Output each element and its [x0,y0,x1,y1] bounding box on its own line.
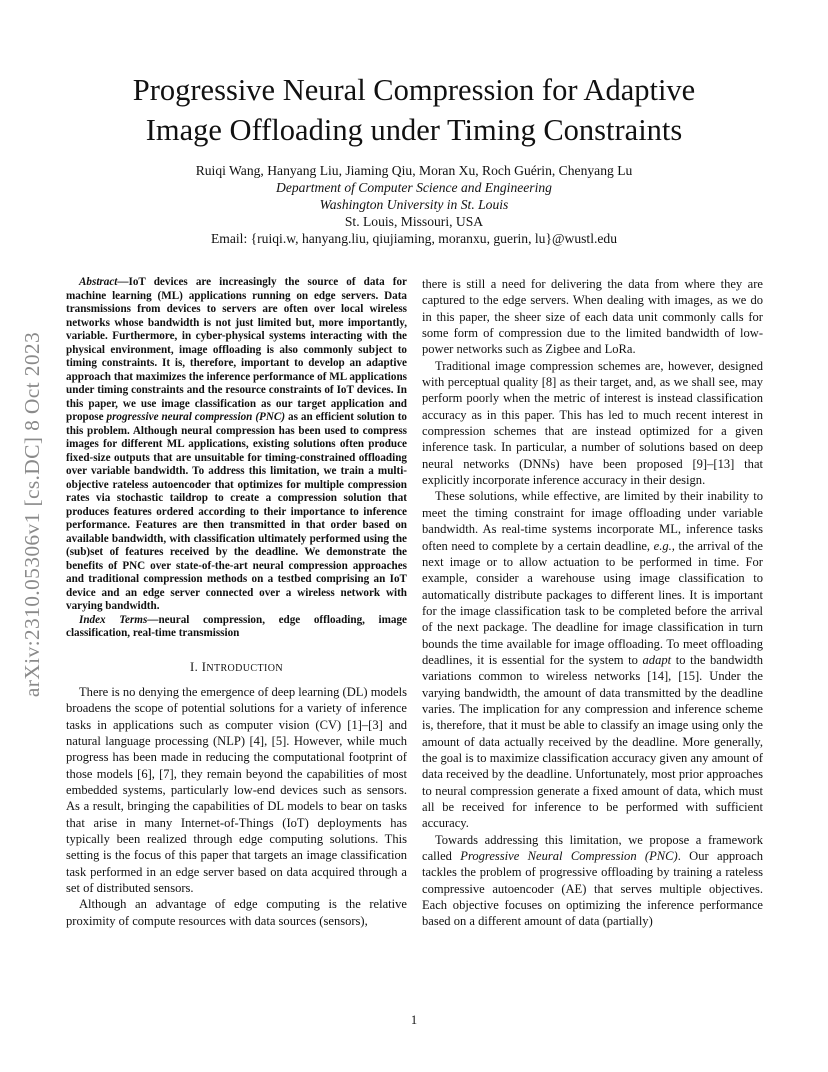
arxiv-identifier [10,294,56,734]
arxiv-identifier-text: arXiv:2310.05306v1 [cs.DC] 8 Oct 2023 [20,331,45,697]
abstract [66,276,407,614]
section-heading-introduction [66,659,407,677]
author-location: St. Louis, Missouri, USA [344,214,484,229]
right-paragraph-4 [422,832,763,930]
intro-paragraph-1: There is no denying the emergence of deep learning (DL) models broadens the scope of potential solutions for a variety of inference tasks in applications such as computer vision (CV) [1]–[3] and natural language processing (NLP) [4], [5]. However, while much progress has been made in reducing the computational footprint of those models [6], [7], they remain beyond the capabilities of most embedded systems, particularly low-end devices such as sensors. As a result, bringing the capabilities of DL models to bear on tasks that arise in many Internet-of-Things (IoT) deployments has typically been realized through edge computing solutions. This setting is the focus of this paper that targets an image classification task performed in an edge server based on data acquired through a set of distributed sensors. [66,684,407,895]
title-line-2: Image Offloading under Timing Constraints [145,113,683,147]
title-line-1: Progressive Neural Compression for Adaptive [132,73,696,107]
index-terms-text: —neural compression, edge offloading, image classification, real-time transmission [66,613,407,639]
section-first-letter: I [201,659,207,674]
page-number: 1 [410,1013,418,1027]
abstract-emphasis: progressive neural compression (PNC) [106,411,286,423]
right-paragraph-3-eg: e.g., [653,538,675,553]
right-paragraph-3-a: These solutions, while effective, are limited by their inability to meet the timing constraint for image offloading under variable bandwidth. As real-time systems incorporate ML, inference tasks often need to complete by a certain deadline, [422,489,763,553]
author-university: Washington University in St. Louis [319,197,509,212]
right-paragraph-3-adapt: adapt [642,652,672,667]
right-column [422,276,763,930]
right-paragraph-3-b: the arrival of the next image or to allow actuation to be performed in time. For example, consider a warehouse using image classification to automatically distribute packages to different lines. It is important for the image classification task to be completed before the arrival of the next package. The deadline for image classification in turn bounds the time available for image offloading. To meet offloading deadlines, it is essential for the system to [422,538,763,667]
right-paragraph-3-c: to the bandwidth variations common to wireless networks [14], [15]. Under the varying bandwidth, the amount of data transmitted by the deadline varies. The implication for any compression and inference scheme is, therefore, that it must be able to classify an image using only the amount of data actually received by the deadline. More generally, the goal is to maximize classification accuracy given any amount of data received by the deadline. Unfortunately, most prior approaches to neural compression generate a fixed amount of data, which must all be received for inference to be performed with sufficient accuracy. [422,652,763,831]
author-block [60,162,768,247]
author-names: Ruiqi Wang, Hanyang Liu, Jiaming Qiu, Moran Xu, Roch Guérin, Chenyang Lu [195,163,633,178]
author-department: Department of Computer Science and Engineering [276,180,552,195]
right-paragraph-1: there is still a need for delivering the data from where they are captured to the edge servers. When dealing with images, as we do in this paper, the sheer size of each data unit commonly calls for some form of compression due to the limited bandwidth of low-power networks such as Zigbee and LoRa. [422,277,763,357]
author-email: Email: {ruiqi.w, hanyang.liu, qiujiaming, moranxu, guerin, lu}@wustl.edu [210,231,617,246]
index-terms [66,614,407,641]
right-paragraph-4-emphasis: Progressive Neural Compression (PNC) [460,849,678,864]
abstract-text-part1: —IoT devices are increasingly the source of data for machine learning (ML) applications running on edge servers. Data transmissions from devices to servers are often over local wireless networks whose bandwidth is not just limited but, more importantly, variable. Furthermore, in cyber-physical systems interacting with the physical environment, image offloading is also commonly subject to timing constraints. It is, therefore, important to develop an adaptive approach that maximizes the inference performance of ML applications under timing constraints and the resource constraints of IoT devices. In this paper, we use image classification as our target application and propose [66,276,407,423]
right-paragraph-4-a: Towards addressing this limitation, we propose a framework called [422,832,763,864]
abstract-text-part2: as an efficient solution to this problem. Although neural compression has been used to compress images for different ML applications, existing solutions often produce fixed-size outputs that are unsuitable for timing-constrained offloading over variable bandwidth. To address this limitation, we train a multi-objective rateless autoencoder that optimizes for multiple compression rates via stochastic taildrop to create a compression solution that produces features ordered according to their importance to inference performance. Features are then transmitted in that order based on available bandwidth, with classification ultimately performed using the (sub)set of features received by the deadline. We demonstrate the benefits of PNC over state-of-the-art neural compression approaches and traditional compression methods on a testbed comprising an IoT device and an edge server connected over a wireless network with varying bandwidth. [66,411,407,612]
section-small-caps: NTRODUCTION [206,662,283,674]
right-paragraph-3 [422,488,763,831]
index-terms-lead: Index Terms [79,613,148,626]
section-numeral: I. [190,659,202,674]
left-column [66,276,407,929]
right-paragraph-4-b: . Our approach tackles the problem of progressive offloading by training a rateless compressive autoencoder (AE) that serves multiple objectives. Each objective focuses on optimizing the inference performance based on a different amount of data (partially) [422,849,763,929]
paper-title [60,70,768,150]
intro-paragraph-2: Although an advantage of edge computing is the relative proximity of compute resources with data sources (sensors), [66,897,407,928]
abstract-lead: Abstract [79,276,118,288]
right-paragraph-2: Traditional image compression schemes are, however, designed with perceptual quality [8] as their target, and, as we shall see, may perform poorly when the metric of interest is instead classification accuracy as in this paper. This has led to much recent interest in compression schemes that are instead optimized for a given inference task. In particular, a number of solutions based on deep neural networks (DNNs) have been proposed [9]–[13] that explicitly incorporate inference accuracy in their design. [422,358,763,488]
